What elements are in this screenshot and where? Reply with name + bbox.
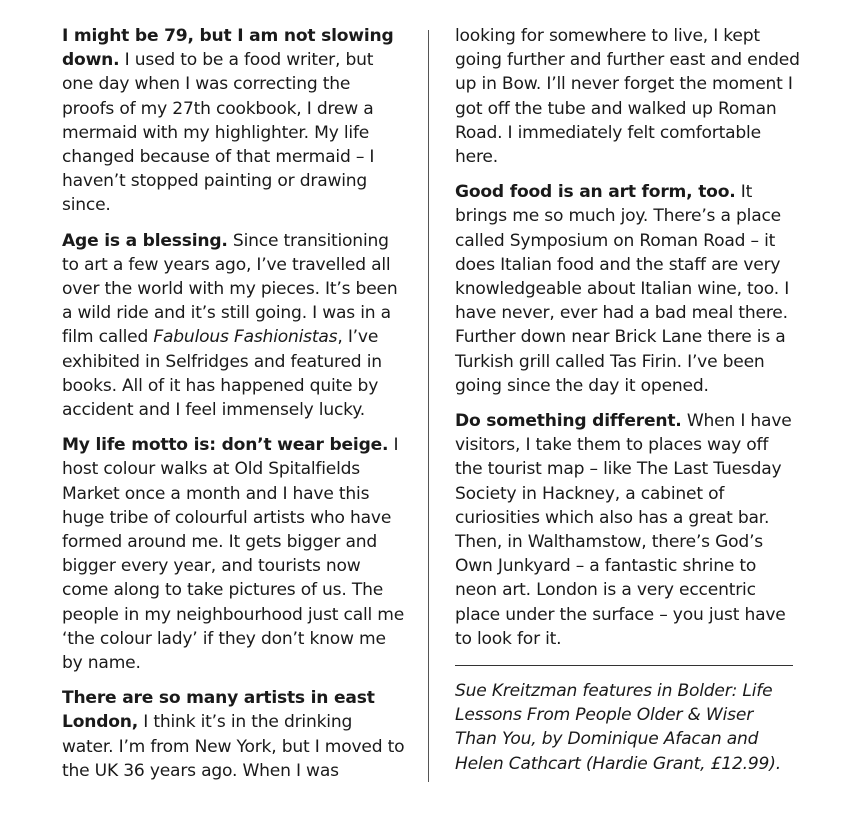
paragraph-life-motto xyxy=(62,433,406,675)
column-divider xyxy=(428,30,429,782)
paragraph-body: When I have visitors, I take them to places way off the tourist map – like The Last Tuesday Society in Hackney, a cabinet of curiosities which also has a great bar. Then, in Walthamstow, there’s God’s Own Junkyard – a fantastic shrine to neon art. London is a very eccentric place under the surface – you just have to look for it. xyxy=(455,411,792,649)
paragraph-body: I host colour walks at Old Spitalfields Market once a month and I have this huge tribe of colourful artists who have formed around me. It gets bigger and bigger every year, and tourists now come along to take pictures of us. The people in my neighbourhood just call me ‘the colour lady’ if they don’t know me by name. xyxy=(62,435,405,674)
paragraph-body: , I’ve exhibited in Selfridges and featured in books. All of it has happened quite by accident and I feel immensely lucky. xyxy=(62,327,382,421)
paragraph-lead: I might be 79, but I am not slowing down. xyxy=(62,26,394,71)
paragraph-east-london-continued xyxy=(455,24,800,169)
paragraph-good-food xyxy=(455,180,800,398)
paragraph-age-blessing xyxy=(62,229,406,423)
paragraph-east-london xyxy=(62,686,406,783)
paragraph-slowing-down xyxy=(62,24,406,218)
paragraph-body: I used to be a food writer, but one day when I was correcting the proofs of my 27th cookbook, I drew a mermaid with my highlighter. My life changed because of that mermaid – I haven’t stopped painting or drawing since. xyxy=(62,50,375,216)
credit-separator-rule xyxy=(455,665,793,666)
film-title: Fabulous Fashionistas xyxy=(153,327,338,348)
paragraph-lead: Good food is an art form, too. xyxy=(455,182,736,203)
paragraph-lead: Do something different. xyxy=(455,411,682,432)
paragraph-body: It brings me so much joy. There’s a place called Symposium on Roman Road – it does Italian food and the staff are very knowledgeable about Italian wine, too. I have never, ever had a bad meal there. Further down near Brick Lane there is a Turkish grill called Tas Firin. I’ve been going since the day it opened. xyxy=(455,182,790,396)
paragraph-body: looking for somewhere to live, I kept going further and further east and ended up in Bow. I’ll never forget the moment I got off the tube and walked up Roman Road. I immediately felt comfortable here. xyxy=(455,26,800,168)
paragraph-something-different xyxy=(455,409,800,651)
left-column xyxy=(62,24,406,794)
right-column xyxy=(455,24,800,776)
paragraph-lead: There are so many artists in east London, xyxy=(62,688,375,733)
book-credit: Sue Kreitzman features in Bolder: Life Lessons From People Older & Wiser Than You, by Dominique Afacan and Helen Cathcart (Hardie Grant, £12.99). xyxy=(455,681,781,774)
paragraph-lead: My life motto is: don’t wear beige. xyxy=(62,435,389,456)
paragraph-body: Since transitioning to art a few years ago, I’ve travelled all over the world with my pieces. It’s been a wild ride and it’s still going. I was in a film called xyxy=(62,230,398,348)
paragraph-body: I think it’s in the drinking water. I’m from New York, but I moved to the UK 36 years ago. When I was xyxy=(62,712,405,781)
paragraph-lead: Age is a blessing. xyxy=(62,230,228,251)
